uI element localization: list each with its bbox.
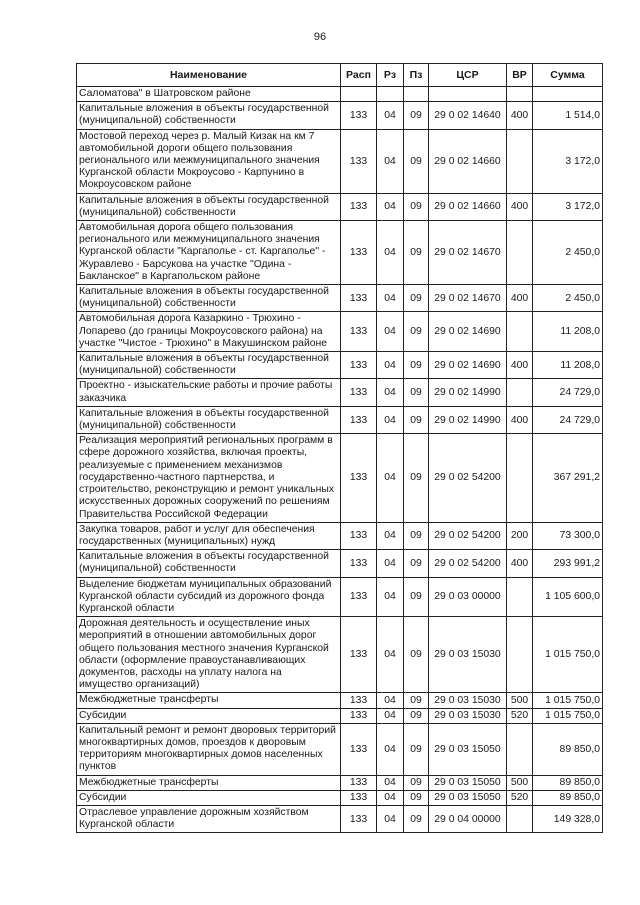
row-csr: 29 0 02 14640 (429, 102, 507, 129)
row-pz: 09 (404, 379, 429, 406)
row-csr: 29 0 03 15030 (429, 708, 507, 723)
row-pz: 09 (404, 577, 429, 617)
row-rasp: 133 (341, 312, 377, 352)
row-rz: 04 (377, 285, 404, 312)
row-name: Закупка товаров, работ и услуг для обеспечения государственных (муниципальных) нужд (77, 522, 341, 549)
row-csr: 29 0 02 14670 (429, 221, 507, 285)
row-rz: 04 (377, 775, 404, 790)
row-rasp: 133 (341, 790, 377, 805)
column-header-name: Наименование (77, 64, 341, 87)
row-rasp: 133 (341, 379, 377, 406)
row-csr: 29 0 03 00000 (429, 577, 507, 617)
row-sum: 1 514,0 (533, 102, 603, 129)
row-rz: 04 (377, 379, 404, 406)
row-rasp: 133 (341, 221, 377, 285)
row-vr: 520 (507, 790, 533, 805)
row-name: Межбюджетные трансферты (77, 693, 341, 708)
row-rz: 04 (377, 312, 404, 352)
row-rz: 04 (377, 550, 404, 577)
row-vr: 500 (507, 693, 533, 708)
row-vr (507, 577, 533, 617)
row-csr: 29 0 03 15050 (429, 775, 507, 790)
column-header-csr: ЦСР (429, 64, 507, 87)
row-rasp: 133 (341, 406, 377, 433)
row-csr: 29 0 02 14990 (429, 379, 507, 406)
row-sum: 24 729,0 (533, 379, 603, 406)
budget-table (76, 63, 603, 833)
row-vr (507, 312, 533, 352)
row-pz (404, 87, 429, 102)
row-sum (533, 87, 603, 102)
table-row (77, 775, 603, 790)
row-csr: 29 0 04 00000 (429, 805, 507, 832)
row-sum: 2 450,0 (533, 221, 603, 285)
row-sum: 1 105 600,0 (533, 577, 603, 617)
row-rz: 04 (377, 790, 404, 805)
row-csr: 29 0 02 14690 (429, 312, 507, 352)
row-vr (507, 129, 533, 193)
row-csr: 29 0 03 15030 (429, 617, 507, 693)
row-rz: 04 (377, 406, 404, 433)
row-name: Выделение бюджетам муниципальных образований Курганской области субсидий из дорожного фонда Курганской области (77, 577, 341, 617)
row-rz: 04 (377, 434, 404, 522)
row-pz: 09 (404, 434, 429, 522)
row-pz: 09 (404, 522, 429, 549)
table-row (77, 550, 603, 577)
row-pz: 09 (404, 775, 429, 790)
row-vr: 400 (507, 102, 533, 129)
table-row (77, 102, 603, 129)
table-row (77, 87, 603, 102)
row-vr: 400 (507, 285, 533, 312)
row-pz: 09 (404, 708, 429, 723)
table-row (77, 708, 603, 723)
row-name: Отраслевое управление дорожным хозяйством Курганской области (77, 805, 341, 832)
row-rz: 04 (377, 522, 404, 549)
row-sum: 89 850,0 (533, 790, 603, 805)
row-rz: 04 (377, 221, 404, 285)
column-header-pz: Пз (404, 64, 429, 87)
row-sum: 11 208,0 (533, 312, 603, 352)
row-name: Капитальные вложения в объекты государственной (муниципальной) собственности (77, 352, 341, 379)
table-row (77, 434, 603, 522)
row-csr: 29 0 02 14660 (429, 129, 507, 193)
row-csr: 29 0 02 14670 (429, 285, 507, 312)
row-vr: 400 (507, 406, 533, 433)
row-pz: 09 (404, 193, 429, 220)
table-row (77, 221, 603, 285)
row-sum: 1 015 750,0 (533, 693, 603, 708)
row-rz: 04 (377, 577, 404, 617)
column-header-rasp: Расп (341, 64, 377, 87)
row-vr: 400 (507, 352, 533, 379)
row-rasp: 133 (341, 550, 377, 577)
row-rasp: 133 (341, 775, 377, 790)
row-csr: 29 0 02 54200 (429, 550, 507, 577)
row-pz: 09 (404, 805, 429, 832)
row-rasp: 133 (341, 723, 377, 775)
table-row (77, 285, 603, 312)
table-row (77, 522, 603, 549)
table-row (77, 790, 603, 805)
row-vr (507, 221, 533, 285)
row-rasp: 133 (341, 617, 377, 693)
row-rasp: 133 (341, 805, 377, 832)
row-pz: 09 (404, 550, 429, 577)
row-rasp: 133 (341, 434, 377, 522)
row-name: Субсидии (77, 708, 341, 723)
table-row (77, 379, 603, 406)
column-header-vr: ВР (507, 64, 533, 87)
row-name: Мостовой переход через р. Малый Кизак на км 7 автомобильной дороги общего пользования регионального или межмуниципального значения Курганской области Мокроусово - Карпунино в Мокроусовском районе (77, 129, 341, 193)
row-vr (507, 87, 533, 102)
row-csr: 29 0 03 15030 (429, 693, 507, 708)
row-name: Капитальные вложения в объекты государственной (муниципальной) собственности (77, 285, 341, 312)
row-rasp: 133 (341, 352, 377, 379)
row-rasp: 133 (341, 708, 377, 723)
table-row (77, 577, 603, 617)
row-vr (507, 805, 533, 832)
row-name: Субсидии (77, 790, 341, 805)
row-csr (429, 87, 507, 102)
table-body (77, 87, 603, 833)
row-sum: 11 208,0 (533, 352, 603, 379)
table-row (77, 406, 603, 433)
row-rz: 04 (377, 352, 404, 379)
row-pz: 09 (404, 285, 429, 312)
row-csr: 29 0 03 15050 (429, 790, 507, 805)
table-row (77, 723, 603, 775)
row-rz (377, 87, 404, 102)
table-row (77, 352, 603, 379)
row-pz: 09 (404, 129, 429, 193)
row-sum: 1 015 750,0 (533, 708, 603, 723)
row-sum: 149 328,0 (533, 805, 603, 832)
row-csr: 29 0 02 14690 (429, 352, 507, 379)
table-row (77, 805, 603, 832)
row-name: Саломатова" в Шатровском районе (77, 87, 341, 102)
row-rz: 04 (377, 102, 404, 129)
row-sum: 3 172,0 (533, 193, 603, 220)
column-header-rz: Рз (377, 64, 404, 87)
row-rasp: 133 (341, 102, 377, 129)
row-vr: 500 (507, 775, 533, 790)
row-sum: 24 729,0 (533, 406, 603, 433)
table-row (77, 617, 603, 693)
row-name: Капитальные вложения в объекты государственной (муниципальной) собственности (77, 193, 341, 220)
row-pz: 09 (404, 617, 429, 693)
row-name: Реализация мероприятий региональных программ в сфере дорожного хозяйства, включая проекты, реализуемые с применением механизмов государственно-частного партнерства, и строительство, реконструкцию и ремонт уникальных искусственных дорожных сооружений по решениям Правительства Российской Федерации (77, 434, 341, 522)
row-csr: 29 0 03 15050 (429, 723, 507, 775)
row-rz: 04 (377, 708, 404, 723)
row-sum: 89 850,0 (533, 775, 603, 790)
row-pz: 09 (404, 790, 429, 805)
row-csr: 29 0 02 14660 (429, 193, 507, 220)
row-rz: 04 (377, 693, 404, 708)
row-vr: 520 (507, 708, 533, 723)
row-pz: 09 (404, 221, 429, 285)
row-sum: 2 450,0 (533, 285, 603, 312)
row-rz: 04 (377, 617, 404, 693)
row-rz: 04 (377, 193, 404, 220)
page-number: 96 (313, 31, 327, 43)
row-sum: 293 991,2 (533, 550, 603, 577)
table-row (77, 312, 603, 352)
table-row (77, 129, 603, 193)
table-header-row (77, 64, 603, 87)
table-row (77, 693, 603, 708)
row-name: Капитальный ремонт и ремонт дворовых территорий многоквартирных домов, проездов к дворовым территориям многоквартирных домов населенных пунктов (77, 723, 341, 775)
row-sum: 367 291,2 (533, 434, 603, 522)
row-rasp: 133 (341, 285, 377, 312)
row-rz: 04 (377, 805, 404, 832)
row-name: Капитальные вложения в объекты государственной (муниципальной) собственности (77, 550, 341, 577)
row-name: Межбюджетные трансферты (77, 775, 341, 790)
row-rasp: 133 (341, 693, 377, 708)
row-pz: 09 (404, 723, 429, 775)
row-rasp: 133 (341, 193, 377, 220)
row-pz: 09 (404, 693, 429, 708)
row-rasp: 133 (341, 129, 377, 193)
row-vr (507, 617, 533, 693)
row-name: Автомобильная дорога Казаркино - Трюхино - Лопарево (до границы Мокроусовского района) на участке "Чистое - Трюхино" в Макушинском районе (77, 312, 341, 352)
column-header-sum: Сумма (533, 64, 603, 87)
row-pz: 09 (404, 352, 429, 379)
row-sum: 89 850,0 (533, 723, 603, 775)
row-sum: 73 300,0 (533, 522, 603, 549)
row-csr: 29 0 02 54200 (429, 434, 507, 522)
row-rasp: 133 (341, 522, 377, 549)
row-csr: 29 0 02 14990 (429, 406, 507, 433)
row-rasp (341, 87, 377, 102)
row-rz: 04 (377, 723, 404, 775)
row-sum: 3 172,0 (533, 129, 603, 193)
row-rz: 04 (377, 129, 404, 193)
row-name: Дорожная деятельность и осуществление иных мероприятий в отношении автомобильных дорог общего пользования местного значения Курганской области (оформление правоустанавливающих документов, расходы на уплату налога на имущество организаций) (77, 617, 341, 693)
row-pz: 09 (404, 102, 429, 129)
row-vr: 400 (507, 550, 533, 577)
row-vr: 200 (507, 522, 533, 549)
row-name: Автомобильная дорога общего пользования регионального или межмуниципального значения Курганской области "Каргаполье - ст. Каргаполье" - Журавлево - Барсукова на участке "Одина - Бакланское" в Каргапольском районе (77, 221, 341, 285)
row-name: Капитальные вложения в объекты государственной (муниципальной) собственности (77, 102, 341, 129)
row-pz: 09 (404, 406, 429, 433)
row-vr: 400 (507, 193, 533, 220)
row-vr (507, 434, 533, 522)
row-csr: 29 0 02 54200 (429, 522, 507, 549)
row-sum: 1 015 750,0 (533, 617, 603, 693)
table-row (77, 193, 603, 220)
row-vr (507, 379, 533, 406)
row-name: Капитальные вложения в объекты государственной (муниципальной) собственности (77, 406, 341, 433)
row-name: Проектно - изыскательские работы и прочие работы заказчика (77, 379, 341, 406)
row-vr (507, 723, 533, 775)
row-pz: 09 (404, 312, 429, 352)
row-rasp: 133 (341, 577, 377, 617)
